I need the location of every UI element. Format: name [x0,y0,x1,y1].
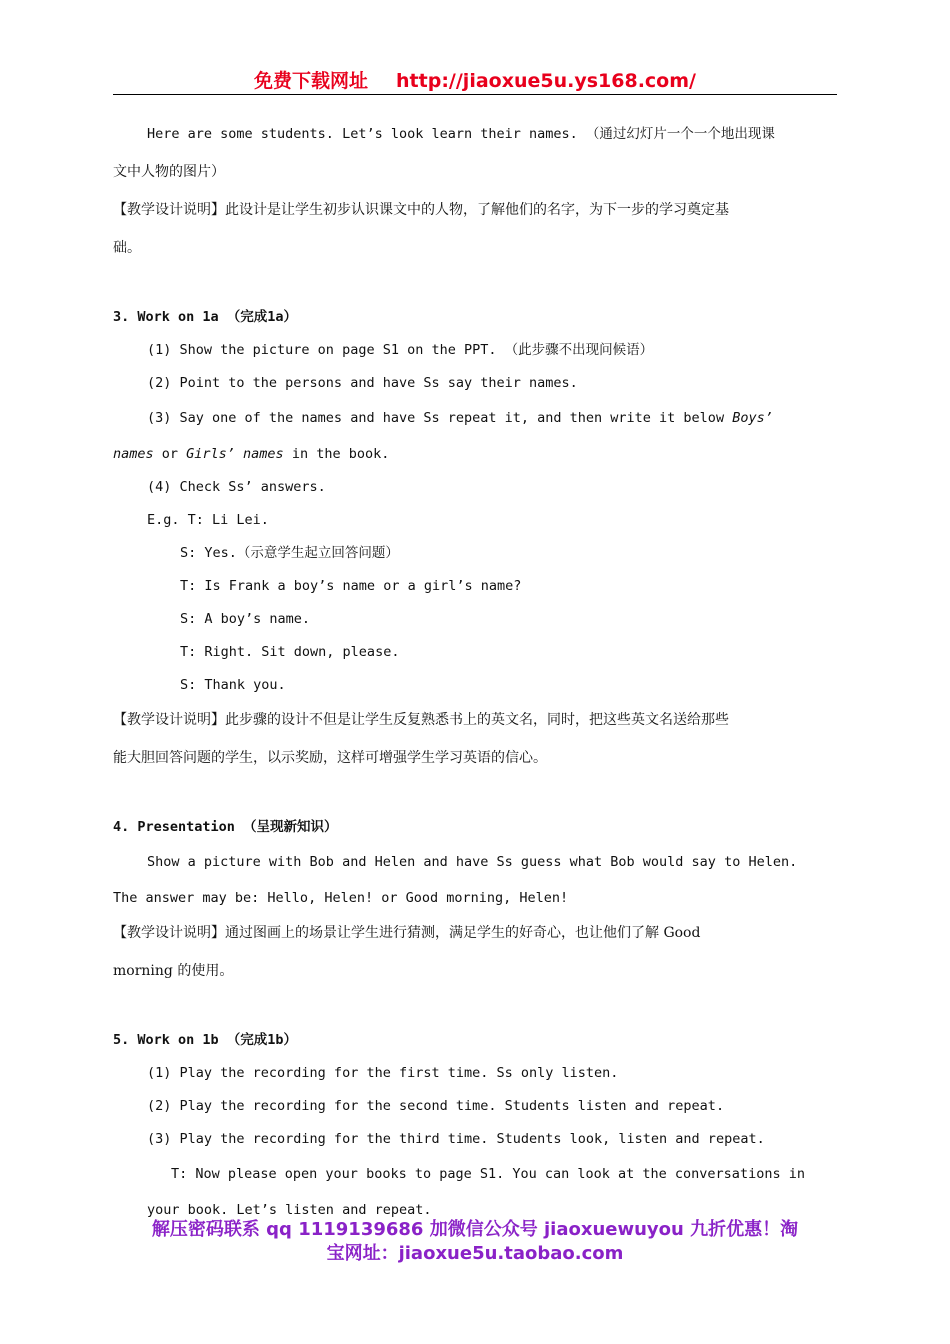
dialogue-line: T: Now please open your books to page S1. You can look at the conversations in [171,1166,805,1182]
step-text: in the book. [283,446,390,462]
dialogue-line: T: Is Frank a boy’s name or a girl’s name? [180,578,522,594]
design-note: 【教学设计说明】通过图画上的场景让学生进行猜测，满足学生的好奇心，也让他们了解 Good [113,925,701,941]
step-item: (4) Check Ss’ answers. [147,479,326,495]
dialogue-line: S: Yes.（示意学生起立回答问题） [180,545,399,561]
page-footer [113,1218,837,1266]
footer-contact-line: 解压密码联系 qq 1119139686 加微信公众号 jiaoxuewuyou 九折优惠！淘 [151,1219,799,1240]
dialogue-line: S: A boy’s name. [180,611,311,627]
step-item: (3) Play the recording for the third time. Students look, listen and repeat. [147,1131,765,1147]
step-text: or [153,446,187,462]
header-url-link[interactable]: http://jiaoxue5u.ys168.com/ [396,70,696,92]
step-item: (1) Play the recording for the first time. Ss only listen. [147,1065,619,1081]
intro-line: 文中人物的图片） [113,164,225,180]
design-note: 础。 [113,240,141,256]
design-note: 【教学设计说明】此设计是让学生初步认识课文中的人物，了解他们的名字，为下一步的学习奠定基 [113,202,729,218]
dialogue-line: your book. Let’s listen and repeat. [147,1202,432,1218]
paragraph-line: Show a picture with Bob and Helen and have Ss guess what Bob would say to Helen. [147,854,798,870]
step-text-italic: names [113,446,154,462]
step-item: (1) Show the picture on page S1 on the PPT. （此步骤不出现问候语） [147,342,654,358]
design-note: 【教学设计说明】此步骤的设计不但是让学生反复熟悉书上的英文名，同时，把这些英文名送给那些 [113,712,729,728]
dialogue-line: T: Right. Sit down, please. [180,644,400,660]
intro-line: Here are some students. Let’s look learn their names. （通过幻灯片一个一个地出现课 [147,126,775,142]
paragraph-line: The answer may be: Hello, Helen! or Good morning, Helen! [113,890,569,906]
section-3-heading: 3. Work on 1a （完成1a） [113,309,298,325]
step-item: (2) Play the recording for the second time. Students listen and repeat. [147,1098,725,1114]
step-item: (2) Point to the persons and have Ss say their names. [147,375,578,391]
header-title: 免费下载网址 [254,70,369,92]
section-4-heading: 4. Presentation （呈现新知识） [113,819,338,835]
header-rule [113,94,837,95]
step-text-italic: Boys’ [732,410,773,426]
step-text: (3) Say one of the names and have Ss repeat it, and then write it below [147,410,733,426]
document-body [113,117,837,1228]
dialogue-line: E.g. T: Li Lei. [147,512,269,528]
section-5-heading: 5. Work on 1b （完成1b） [113,1032,298,1048]
step-item [113,401,837,439]
step-item-continued [113,439,837,472]
design-note: morning 的使用。 [113,963,234,979]
design-note: 能大胆回答问题的学生，以示奖励，这样可增强学生学习英语的信心。 [113,750,547,766]
footer-shop-link[interactable]: 宝网址：jiaoxue5u.taobao.com [326,1243,624,1264]
page-header [113,66,837,94]
dialogue-line: S: Thank you. [180,677,286,693]
step-text-italic: Girls’ names [186,446,284,462]
